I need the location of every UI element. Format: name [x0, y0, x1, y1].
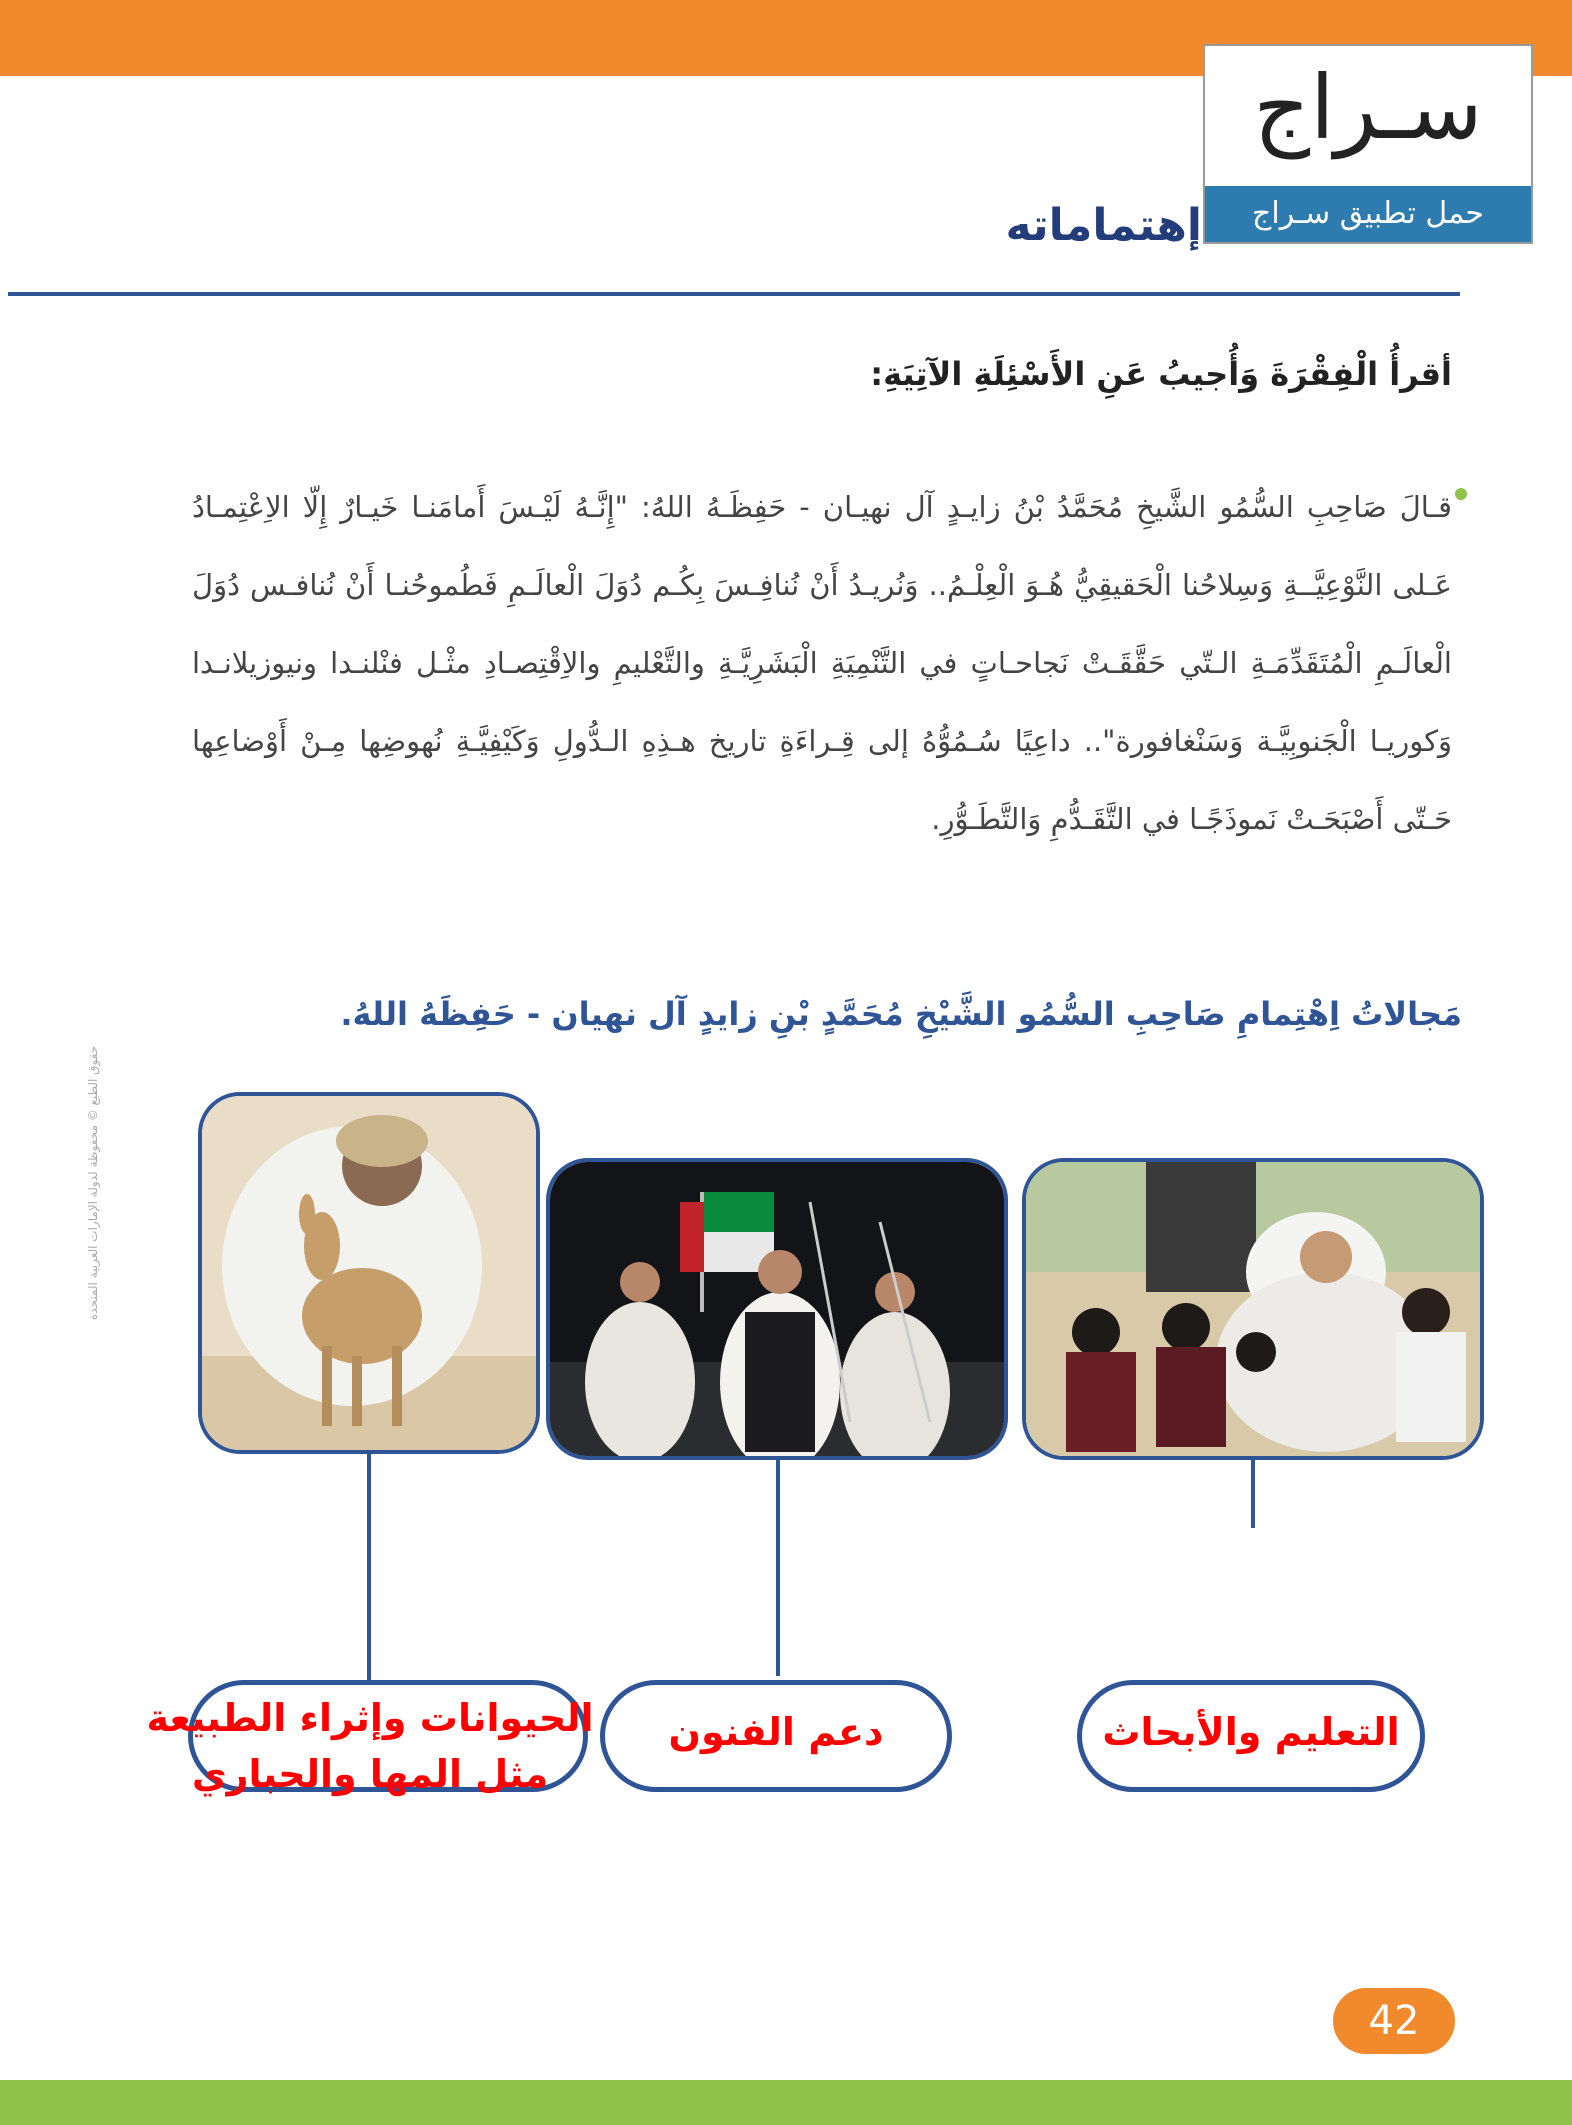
logo-tagline: حمل تطبيق سـراج	[1205, 186, 1531, 242]
reading-paragraph: قـالَ صَاحِبِ السُّمُو الشَّيخِ مُحَمَّدُ بْنُ زايـدٍ آل نهيـان - حَفِظَـهُ اللهُ: "إِنَّـهُ لَيْـسَ أَمامَنـا خَيـارٌ إِلّا الاِعْتِمـادُ عَـلى النَّوْعِيَّــةِ وَسِلاحُنا الْحَقيقِيُّ هُـوَ الْعِلْـمُ.. وَنُريـدُ أَنْ نُنافِـسَ بِكُـم دُوَلَ الْعالَـمِ فَطُموحُنـا أَنْ نُنافـس دُوَلَ الْعالَـمِ الْمُتَقَدِّمَـةِ الـتّي حَقَّقَـتْ نَجاحـاتٍ في التَّنْمِيَةِ الْبَشَرِيَّـةِ والتَّعْليمِ والاِقْتِصـادِ مثْـل فنْلنـدا ونيوزيلانـدا وَكوريـا الْجَنوبِيَّـة وَسَنْغافورة".. داعِيًا سُـمُوُّهُ إلى قِـراءَةِ تاريخ هـذِهِ الـدُّولِ وَكَيْفِيَّـةِ نُهوضِها مِـنْ أَوْضاعِها حَـتّى أَصْبَحَـتْ نَموذَجًـا في التَّقَـدُّمِ وَالتَّطَـوُّرِ.	[192, 490, 1452, 836]
bottom-green-bar	[0, 2080, 1572, 2125]
paragraph-bullet	[1455, 488, 1467, 500]
logo-word: سـراج	[1253, 56, 1483, 159]
side-credit: حقوق الطبع © محفوظة لدولة الإمارات العربية المتحدة	[86, 1045, 100, 1320]
answer-nature: الحيوانات وإثراء الطبيعة مثل المها والحباري	[146, 1696, 594, 1796]
siraj-logo	[1203, 44, 1533, 244]
answer-education: التعليم والأبحاث	[1102, 1710, 1400, 1754]
stem-nature	[367, 1454, 371, 1682]
answer-arts: دعم الفنون	[668, 1710, 884, 1754]
stem-education	[1251, 1460, 1255, 1528]
section-subheading: مَجالاتُ اِهْتِمامِ صَاحِبِ السُّمُو الشَّيْخِ مُحَمَّدٍ بْنِ زايدٍ آل نهيان - حَفِظَهُ اللهُ.	[340, 995, 1462, 1033]
arts-photo	[546, 1158, 1008, 1460]
title-underline	[8, 292, 1460, 296]
stem-arts	[776, 1460, 780, 1676]
page-title: إهتماماته	[1005, 200, 1202, 251]
page-number: 42	[1333, 1988, 1455, 2054]
instruction-text: أقرأُ الْفِقْرَةَ وَأُجيبُ عَنِ الأَسْئِلَةِ الآتِيَةِ:	[870, 355, 1452, 393]
wildlife-photo	[198, 1092, 540, 1454]
education-photo	[1022, 1158, 1484, 1460]
